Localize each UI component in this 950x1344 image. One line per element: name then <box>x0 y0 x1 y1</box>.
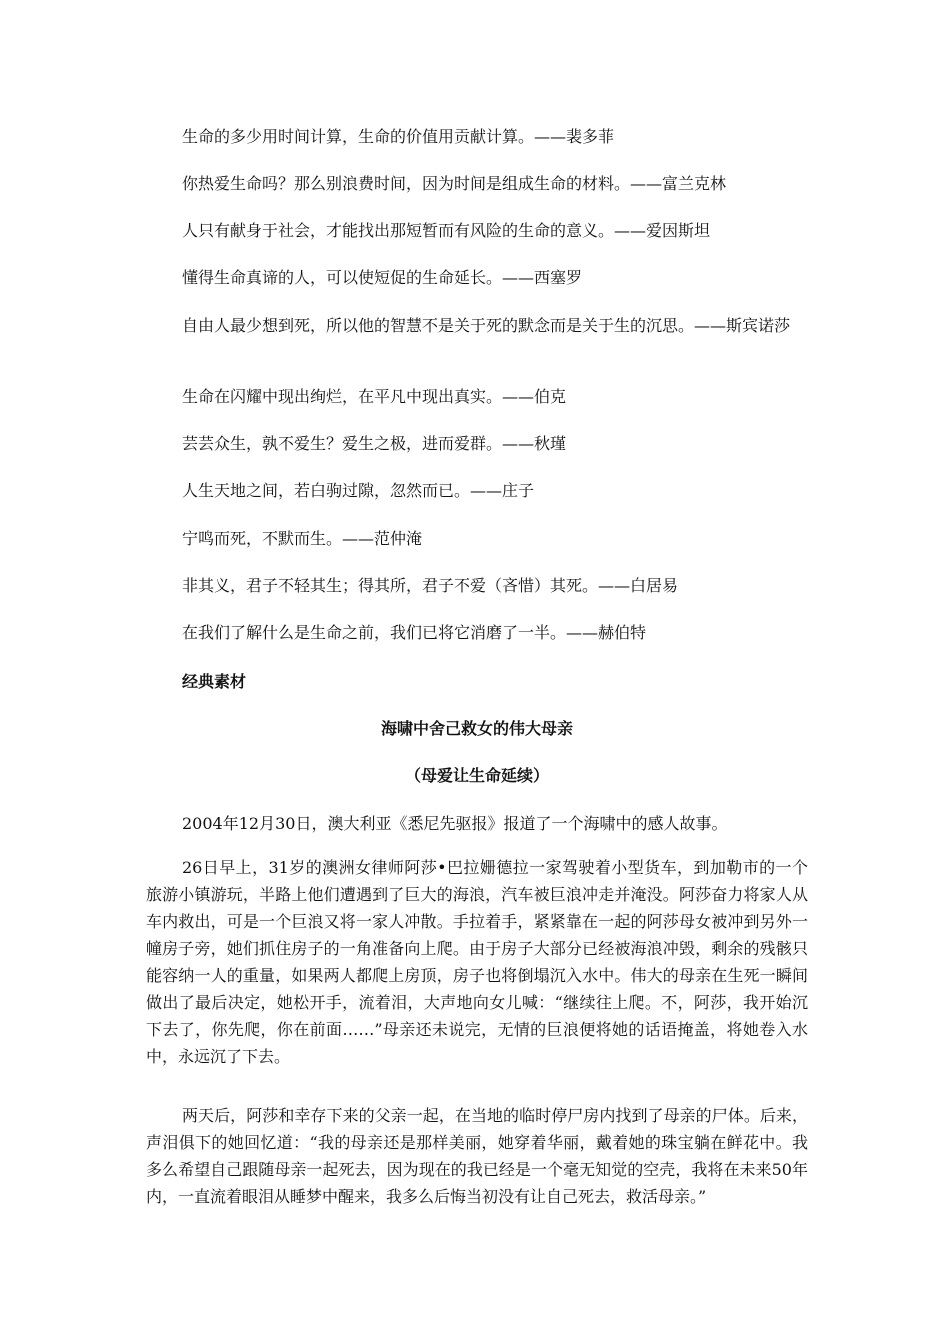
story-paragraph: 26日早上，31岁的澳洲女律师阿莎•巴拉姗德拉一家驾驶着小型货车，到加勒市的一个旅游小镇游玩，半路上他们遭遇到了巨大的海浪，汽车被巨浪冲走并淹没。阿莎奋力将家人从车内救出，可是一个巨浪又将一家人冲散。手拉着手，紧紧靠在一起的阿莎母女被冲到另外一幢房子旁，她们抓住房子的一角准备向上爬。由于房子大部分已经被海浪冲毁，剩余的残骸只能容纳一人的重量，如果两人都爬上房顶，房子也将倒塌沉入水中。伟大的母亲在生死一瞬间做出了最后决定，她松开手，流着泪，大声地向女儿喊：“继续往上爬。不，阿莎，我开始沉下去了，你先爬，你在前面……”母亲还未说完，无情的巨浪便将她的话语掩盖，将她卷入水中，永远沉了下去。 <box>146 858 808 1066</box>
story-subtitle: （母爱让生命延续） <box>404 766 549 785</box>
quote-line: 人生天地之间，若白驹过隙，忽然而已。——庄子 <box>182 481 535 500</box>
story-paragraph: 两天后，阿莎和幸存下来的父亲一起，在当地的临时停尸房内找到了母亲的尸体。后来，声泪俱下的她回忆道：“我的母亲还是那样美丽，她穿着华丽，戴着她的珠宝躺在鲜花中。我多么希望自己跟随母亲一起死去，因为现在的我已经是一个毫无知觉的空壳，我将在未来50年内，一直流着眼泪从睡梦中醒来，我多么后悔当初没有让自己死去，救活母亲。” <box>146 1106 808 1206</box>
quote-line: 生命在闪耀中现出绚烂，在平凡中现出真实。——伯克 <box>182 387 567 406</box>
quote-line: 懂得生命真谛的人，可以使短促的生命延长。——西塞罗 <box>182 268 583 287</box>
story-title: 海啸中舍己救女的伟大母亲 <box>380 719 573 738</box>
section-heading: 经典素材 <box>182 672 247 691</box>
quote-line: 非其义，君子不轻其生；得其所，君子不爱（吝惜）其死。——白居易 <box>182 576 679 595</box>
quote-line: 在我们了解什么是生命之前，我们已将它消磨了一半。——赫伯特 <box>182 623 647 642</box>
quote-line: 你热爱生命吗？那么别浪费时间，因为时间是组成生命的材料。——富兰克林 <box>182 174 727 193</box>
quote-line: 芸芸众生，孰不爱生？爱生之极，进而爱群。——秋瑾 <box>182 434 567 453</box>
quote-line: 人只有献身于社会，才能找出那短暂而有风险的生命的意义。——爱因斯坦 <box>182 221 711 240</box>
quote-line: 生命的多少用时间计算，生命的价值用贡献计算。——裴多菲 <box>182 127 615 146</box>
story-paragraph: 2004年12月30日，澳大利亚《悉尼先驱报》报道了一个海啸中的感人故事。 <box>182 814 728 833</box>
quote-line: 自由人最少想到死，所以他的智慧不是关于死的默念而是关于生的沉思。——斯宾诺莎 <box>182 316 791 335</box>
quote-line: 宁鸣而死，不默而生。——范仲淹 <box>182 529 423 548</box>
